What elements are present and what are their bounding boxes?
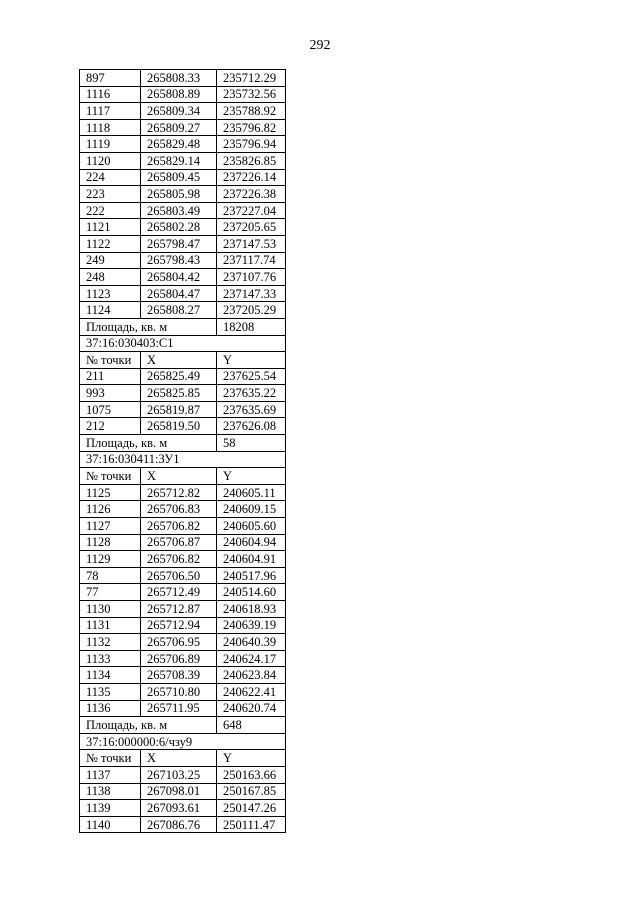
y-coordinate-cell: 235826.85 — [217, 152, 286, 169]
point-number-cell: 1125 — [80, 484, 141, 501]
table-row — [80, 601, 286, 618]
x-coordinate-cell: 265808.89 — [141, 86, 217, 103]
table-row — [80, 103, 286, 120]
area-label: Площадь, кв. м — [80, 717, 217, 734]
point-number-cell: 1116 — [80, 86, 141, 103]
table-row — [80, 235, 286, 252]
point-number-cell: 223 — [80, 186, 141, 203]
table-row — [80, 551, 286, 568]
point-number-cell: 1123 — [80, 285, 141, 302]
x-coordinate-cell: 265804.47 — [141, 285, 217, 302]
table-row — [80, 584, 286, 601]
x-coordinate-cell: 265809.27 — [141, 119, 217, 136]
table-row — [80, 800, 286, 817]
table-row — [80, 169, 286, 186]
y-coordinate-cell: 237107.76 — [217, 269, 286, 286]
x-coordinate-cell: 265809.45 — [141, 169, 217, 186]
table-row — [80, 70, 286, 87]
area-row — [80, 435, 286, 452]
table-row — [80, 401, 286, 418]
y-coordinate-cell: 237635.69 — [217, 401, 286, 418]
y-coordinate-cell: 237626.08 — [217, 418, 286, 435]
y-coordinate-cell: 240604.94 — [217, 534, 286, 551]
x-coordinate-cell: 265808.33 — [141, 70, 217, 87]
column-header-row — [80, 750, 286, 767]
y-coordinate-cell: 250111.47 — [217, 816, 286, 833]
point-number-cell: 1124 — [80, 302, 141, 319]
table-row — [80, 783, 286, 800]
x-coordinate-cell: 265802.28 — [141, 219, 217, 236]
point-number-cell: 1132 — [80, 634, 141, 651]
table-row — [80, 368, 286, 385]
table-row — [80, 683, 286, 700]
point-number-cell: 993 — [80, 385, 141, 402]
point-number-cell: 248 — [80, 269, 141, 286]
table-row — [80, 86, 286, 103]
table-row — [80, 219, 286, 236]
x-coordinate-cell: 265708.39 — [141, 667, 217, 684]
x-coordinate-cell: 265804.42 — [141, 269, 217, 286]
x-coordinate-cell: 265829.48 — [141, 136, 217, 153]
page-number: 292 — [309, 38, 331, 53]
y-coordinate-cell: 240639.19 — [217, 617, 286, 634]
x-coordinate-cell: 265825.49 — [141, 368, 217, 385]
area-value: 58 — [217, 435, 286, 452]
point-number-cell: 897 — [80, 70, 141, 87]
table-row — [80, 816, 286, 833]
y-coordinate-cell: 240514.60 — [217, 584, 286, 601]
area-value: 648 — [217, 717, 286, 734]
table-row — [80, 484, 286, 501]
table-row — [80, 119, 286, 136]
header-y: Y — [217, 468, 286, 485]
x-coordinate-cell: 265809.34 — [141, 103, 217, 120]
x-coordinate-cell: 265706.50 — [141, 567, 217, 584]
header-y: Y — [217, 352, 286, 369]
column-header-row — [80, 352, 286, 369]
point-number-cell: 1136 — [80, 700, 141, 717]
x-coordinate-cell: 265819.50 — [141, 418, 217, 435]
y-coordinate-cell: 237147.53 — [217, 235, 286, 252]
y-coordinate-cell: 235796.82 — [217, 119, 286, 136]
table-row — [80, 634, 286, 651]
point-number-cell: 211 — [80, 368, 141, 385]
x-coordinate-cell: 267086.76 — [141, 816, 217, 833]
table-row — [80, 518, 286, 535]
point-number-cell: 1121 — [80, 219, 141, 236]
x-coordinate-cell: 267093.61 — [141, 800, 217, 817]
point-number-cell: 1129 — [80, 551, 141, 568]
point-number-cell: 1119 — [80, 136, 141, 153]
y-coordinate-cell: 237226.38 — [217, 186, 286, 203]
y-coordinate-cell: 235732.56 — [217, 86, 286, 103]
y-coordinate-cell: 240623.84 — [217, 667, 286, 684]
section-heading-row — [80, 335, 286, 352]
x-coordinate-cell: 265706.95 — [141, 634, 217, 651]
y-coordinate-cell: 237635.22 — [217, 385, 286, 402]
table-row — [80, 700, 286, 717]
point-number-cell: 1139 — [80, 800, 141, 817]
point-number-cell: 1118 — [80, 119, 141, 136]
point-number-cell: 1138 — [80, 783, 141, 800]
point-number-cell: 1127 — [80, 518, 141, 535]
x-coordinate-cell: 265712.49 — [141, 584, 217, 601]
column-header-row — [80, 468, 286, 485]
y-coordinate-cell: 240640.39 — [217, 634, 286, 651]
cadastral-number: 37:16:030411:ЗУ1 — [80, 451, 286, 468]
point-number-cell: 222 — [80, 202, 141, 219]
y-coordinate-cell: 250163.66 — [217, 766, 286, 783]
point-number-cell: 1140 — [80, 816, 141, 833]
point-number-cell: 249 — [80, 252, 141, 269]
point-number-cell: 1128 — [80, 534, 141, 551]
area-label: Площадь, кв. м — [80, 318, 217, 335]
y-coordinate-cell: 240609.15 — [217, 501, 286, 518]
y-coordinate-cell: 240620.74 — [217, 700, 286, 717]
point-number-cell: 1134 — [80, 667, 141, 684]
x-coordinate-cell: 265706.83 — [141, 501, 217, 518]
table-row — [80, 285, 286, 302]
x-coordinate-cell: 267098.01 — [141, 783, 217, 800]
x-coordinate-cell: 265712.82 — [141, 484, 217, 501]
y-coordinate-cell: 240622.41 — [217, 683, 286, 700]
point-number-cell: 78 — [80, 567, 141, 584]
x-coordinate-cell: 265825.85 — [141, 385, 217, 402]
y-coordinate-cell: 237117.74 — [217, 252, 286, 269]
table-row — [80, 667, 286, 684]
table-row — [80, 136, 286, 153]
y-coordinate-cell: 250167.85 — [217, 783, 286, 800]
x-coordinate-cell: 265808.27 — [141, 302, 217, 319]
x-coordinate-cell: 265805.98 — [141, 186, 217, 203]
y-coordinate-cell: 240624.17 — [217, 650, 286, 667]
point-number-cell: 1131 — [80, 617, 141, 634]
coordinates-table — [79, 69, 286, 833]
point-number-cell: 1126 — [80, 501, 141, 518]
y-coordinate-cell: 237205.65 — [217, 219, 286, 236]
y-coordinate-cell: 235796.94 — [217, 136, 286, 153]
y-coordinate-cell: 237227.04 — [217, 202, 286, 219]
x-coordinate-cell: 265706.82 — [141, 551, 217, 568]
table-row — [80, 650, 286, 667]
y-coordinate-cell: 240517.96 — [217, 567, 286, 584]
y-coordinate-cell: 237226.14 — [217, 169, 286, 186]
point-number-cell: 224 — [80, 169, 141, 186]
area-row — [80, 717, 286, 734]
x-coordinate-cell: 265710.80 — [141, 683, 217, 700]
table-row — [80, 534, 286, 551]
table-row — [80, 385, 286, 402]
y-coordinate-cell: 240605.60 — [217, 518, 286, 535]
table-row — [80, 302, 286, 319]
table-row — [80, 617, 286, 634]
cadastral-number: 37:16:000000:6/чзу9 — [80, 733, 286, 750]
x-coordinate-cell: 265712.94 — [141, 617, 217, 634]
x-coordinate-cell: 267103.25 — [141, 766, 217, 783]
point-number-cell: 1137 — [80, 766, 141, 783]
table-row — [80, 269, 286, 286]
point-number-cell: 1135 — [80, 683, 141, 700]
table-row — [80, 418, 286, 435]
coordinates-table-body — [80, 70, 286, 833]
point-number-cell: 1130 — [80, 601, 141, 618]
header-x: X — [141, 468, 217, 485]
table-row — [80, 766, 286, 783]
table-row — [80, 186, 286, 203]
y-coordinate-cell: 240605.11 — [217, 484, 286, 501]
x-coordinate-cell: 265798.43 — [141, 252, 217, 269]
point-number-cell: 212 — [80, 418, 141, 435]
point-number-cell: 1122 — [80, 235, 141, 252]
table-row — [80, 252, 286, 269]
table-row — [80, 202, 286, 219]
point-number-cell: 1075 — [80, 401, 141, 418]
x-coordinate-cell: 265706.82 — [141, 518, 217, 535]
table-row — [80, 152, 286, 169]
cadastral-number: 37:16:030403:С1 — [80, 335, 286, 352]
x-coordinate-cell: 265706.87 — [141, 534, 217, 551]
header-point-number: № точки — [80, 468, 141, 485]
section-heading-row — [80, 451, 286, 468]
header-point-number: № точки — [80, 352, 141, 369]
section-heading-row — [80, 733, 286, 750]
point-number-cell: 1117 — [80, 103, 141, 120]
header-point-number: № точки — [80, 750, 141, 767]
x-coordinate-cell: 265712.87 — [141, 601, 217, 618]
x-coordinate-cell: 265706.89 — [141, 650, 217, 667]
area-value: 18208 — [217, 318, 286, 335]
y-coordinate-cell: 240604.91 — [217, 551, 286, 568]
y-coordinate-cell: 235712.29 — [217, 70, 286, 87]
y-coordinate-cell: 240618.93 — [217, 601, 286, 618]
area-row — [80, 318, 286, 335]
header-x: X — [141, 352, 217, 369]
x-coordinate-cell: 265711.95 — [141, 700, 217, 717]
header-y: Y — [217, 750, 286, 767]
point-number-cell: 77 — [80, 584, 141, 601]
table-row — [80, 567, 286, 584]
point-number-cell: 1133 — [80, 650, 141, 667]
x-coordinate-cell: 265798.47 — [141, 235, 217, 252]
x-coordinate-cell: 265829.14 — [141, 152, 217, 169]
y-coordinate-cell: 237625.54 — [217, 368, 286, 385]
y-coordinate-cell: 237147.33 — [217, 285, 286, 302]
x-coordinate-cell: 265819.87 — [141, 401, 217, 418]
x-coordinate-cell: 265803.49 — [141, 202, 217, 219]
area-label: Площадь, кв. м — [80, 435, 217, 452]
header-x: X — [141, 750, 217, 767]
y-coordinate-cell: 235788.92 — [217, 103, 286, 120]
table-row — [80, 501, 286, 518]
point-number-cell: 1120 — [80, 152, 141, 169]
y-coordinate-cell: 250147.26 — [217, 800, 286, 817]
y-coordinate-cell: 237205.29 — [217, 302, 286, 319]
